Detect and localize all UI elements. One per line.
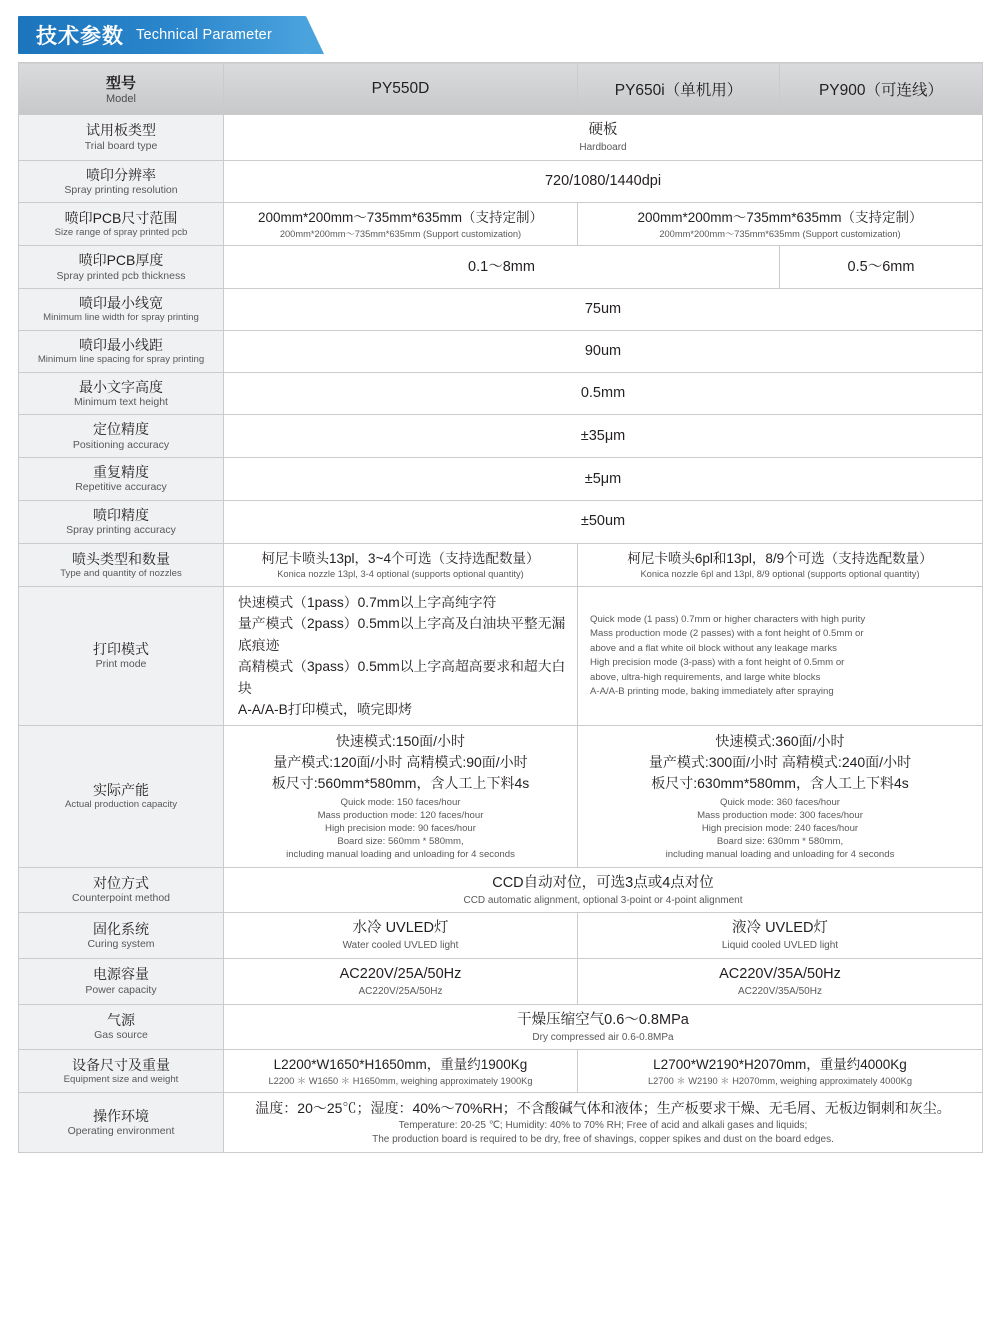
row-label-min-line-width — [19, 289, 224, 331]
print-mode-cn-line: 快速模式（1pass）0.7mm以上字高纯字符 — [238, 595, 497, 611]
row-value-gas-source — [224, 1004, 983, 1050]
capacity-cn-line: 快速模式:360面/小时 — [715, 733, 845, 750]
value-en-line: The production board is required to be dry, free of shavings, copper spikes and dust on the board edges. — [372, 1134, 834, 1146]
capacity-cn-line: 量产模式:120面/小时 高精模式:90面/小时 — [273, 754, 528, 771]
capacity-en-line: Board size: 630mm * 580mm, — [716, 836, 844, 848]
row-value-curing-py550d — [224, 913, 578, 959]
table-row — [19, 1004, 983, 1050]
row-value-trial-board-type — [224, 115, 983, 161]
label-en: Repetitive accuracy — [75, 481, 167, 494]
value-cn: L2200*W1650*H1650mm，重量约1900Kg — [273, 1057, 528, 1073]
table-row — [19, 160, 983, 203]
value-en: Hardboard — [579, 142, 627, 154]
value-cn: 75um — [584, 301, 622, 318]
print-mode-en-line: above and a flat white oil block without any leakage marks — [590, 642, 837, 654]
capacity-cn-line: 板尺寸:560mm*580mm，含人工上下料4s — [271, 775, 530, 792]
label-en: Spray printing accuracy — [66, 524, 176, 537]
table-row — [19, 458, 983, 501]
table-row — [19, 867, 983, 913]
table-row — [19, 415, 983, 458]
row-label-positioning-accuracy — [19, 415, 224, 458]
label-en: Actual production capacity — [65, 799, 177, 811]
label-en: Equipment size and weight — [63, 1073, 179, 1085]
table-row — [19, 1050, 983, 1093]
capacity-en-line: Quick mode: 150 faces/hour — [340, 797, 461, 809]
print-mode-en-line: above, ultra-high requirements, and large white blocks — [590, 671, 821, 683]
label-cn: 喷印精度 — [93, 507, 149, 524]
row-value-size-weight-py550d — [224, 1050, 578, 1093]
label-cn: 设备尺寸及重量 — [72, 1056, 170, 1073]
header-col-py650i — [578, 63, 780, 115]
row-label-curing-system — [19, 913, 224, 959]
table-row — [19, 958, 983, 1004]
capacity-en-line: including manual loading and unloading for 4 seconds — [665, 849, 895, 861]
capacity-cn-line: 板尺寸:630mm*580mm，含人工上下料4s — [651, 775, 909, 792]
header-model-cell — [19, 63, 224, 115]
row-label-thickness — [19, 246, 224, 289]
value-en: Liquid cooled UVLED light — [721, 940, 839, 952]
row-value-repetitive-accuracy — [224, 458, 983, 501]
value-cn: 720/1080/1440dpi — [544, 172, 662, 189]
label-en: Minimum line width for spray printing — [43, 312, 199, 324]
table-row — [19, 372, 983, 415]
value-en: L2200 ＊ W1650 ＊ H1650mm, weighing approximately 1900Kg — [268, 1075, 533, 1086]
row-value-counterpoint-method — [224, 867, 983, 913]
row-value-size-range-py550d — [224, 203, 578, 246]
row-label-min-text-height — [19, 372, 224, 415]
header-col-py900 — [780, 63, 983, 115]
banner-title-en: Technical Parameter — [136, 27, 272, 43]
row-label-counterpoint-method — [19, 867, 224, 913]
label-cn: 操作环境 — [93, 1107, 149, 1124]
capacity-en-line: High precision mode: 240 faces/hour — [701, 823, 859, 835]
print-mode-cn-line: A-A/A-B打印模式，喷完即烤 — [238, 701, 413, 717]
value-cn: 硬板 — [588, 122, 618, 138]
capacity-en-line: Mass production mode: 300 faces/hour — [697, 810, 863, 822]
value-cn: CCD自动对位，可选3点或4点对位 — [492, 874, 714, 891]
label-cn: 喷印分辨率 — [86, 166, 156, 183]
label-cn: 实际产能 — [93, 782, 149, 799]
row-value-operating-environment — [224, 1093, 983, 1153]
value-cn: 0.5mm — [580, 385, 626, 401]
table-row — [19, 330, 983, 372]
header-banner — [18, 16, 306, 54]
value-cn: 0.5～6mm — [847, 258, 915, 275]
row-value-min-text-height — [224, 372, 983, 415]
value-cn: AC220V/35A/50Hz — [719, 965, 841, 982]
row-value-min-line-width — [224, 289, 983, 331]
label-en: Positioning accuracy — [72, 438, 170, 451]
row-value-capacity-py550d — [224, 726, 578, 868]
row-value-print-mode-en — [578, 587, 983, 726]
row-value-thickness-right — [780, 246, 983, 289]
label-en: Counterpoint method — [71, 892, 171, 905]
label-en: Gas source — [94, 1029, 148, 1042]
value-cn: 0.1～8mm — [468, 258, 535, 275]
value-en: Water cooled UVLED light — [342, 940, 459, 952]
banner-title-cn: 技术参数 — [36, 25, 124, 48]
label-cn: 最小文字高度 — [79, 378, 163, 395]
row-value-size-weight-py650i-py900 — [578, 1050, 983, 1093]
value-cn: 90um — [584, 342, 622, 359]
row-value-curing-py650i-py900 — [578, 913, 983, 959]
row-label-power-capacity — [19, 958, 224, 1004]
value-cn: 水冷 UVLED灯 — [352, 920, 449, 937]
value-en: Dry compressed air 0.6-0.8MPa — [532, 1031, 674, 1043]
header-banner-wrap — [0, 0, 1000, 62]
table-row — [19, 203, 983, 246]
label-cn: 气源 — [107, 1011, 135, 1028]
value-cn: 200mm*200mm～735mm*635mm（支持定制） — [257, 210, 544, 226]
header-model-en: Model — [106, 93, 136, 105]
row-value-power-py650i-py900 — [578, 958, 983, 1004]
value-cn: ±35μm — [580, 427, 626, 444]
table-row — [19, 1093, 983, 1153]
label-en: Print mode — [95, 658, 147, 671]
print-mode-en-line: A-A/A-B printing mode, baking immediately after spraying — [590, 685, 834, 697]
label-cn: 电源容量 — [93, 966, 149, 983]
row-value-capacity-py650i-py900 — [578, 726, 983, 868]
capacity-en-line: High precision mode: 90 faces/hour — [325, 823, 476, 835]
table-row — [19, 543, 983, 586]
value-en: CCD automatic alignment, optional 3-point or 4-point alignment — [463, 894, 743, 906]
capacity-cn-line: 量产模式:300面/小时 高精模式:240面/小时 — [648, 754, 912, 771]
row-label-resolution — [19, 160, 224, 203]
value-cn: 柯尼卡喷头6pl和13pl，8/9个可选（支持选配数量） — [627, 550, 933, 566]
technical-parameter-table — [18, 62, 983, 1153]
row-label-nozzle-type — [19, 543, 224, 586]
label-en: Curing system — [87, 938, 155, 950]
value-cn: 干燥压缩空气0.6～0.8MPa — [517, 1011, 689, 1028]
label-en: Power capacity — [85, 983, 157, 996]
header-model-cn: 型号 — [105, 75, 136, 92]
value-en: AC220V/35A/50Hz — [738, 986, 822, 997]
label-cn: 喷印最小线距 — [79, 336, 163, 353]
row-label-operating-environment — [19, 1093, 224, 1153]
value-cn: 柯尼卡喷头13pl，3~4个可选（支持选配数量） — [261, 550, 540, 566]
table-row — [19, 115, 983, 161]
row-value-thickness-left — [224, 246, 780, 289]
capacity-en-line: including manual loading and unloading for 4 seconds — [286, 849, 515, 861]
value-en: L2700 ＊ W2190 ＊ H2070mm, weighing approximately 4000Kg — [647, 1075, 913, 1086]
label-en: Size range of spray printed pcb — [54, 227, 188, 239]
value-cn: 200mm*200mm～735mm*635mm（支持定制） — [637, 210, 923, 226]
print-mode-en-line: High precision mode (3-pass) with a font height of 0.5mm or — [590, 657, 845, 669]
label-en: Type and quantity of nozzles — [60, 567, 182, 579]
table-row — [19, 587, 983, 726]
label-cn: 试用板类型 — [86, 122, 156, 139]
row-label-print-mode — [19, 587, 224, 726]
value-cn: L2700*W2190*H2070mm，重量约4000Kg — [653, 1057, 907, 1073]
label-cn: 喷头类型和数量 — [72, 550, 170, 567]
value-cn: ±50um — [580, 513, 626, 530]
print-mode-cn-line: 量产模式（2pass）0.5mm以上字高及白油块平整无漏底痕迹 — [238, 616, 566, 653]
label-en: Minimum text height — [74, 395, 168, 408]
label-cn: 喷印PCB厚度 — [78, 252, 164, 269]
print-mode-en-line: Mass production mode (2 passes) with a font height of 0.5mm or — [590, 628, 864, 640]
print-mode-cn-line: 高精模式（3pass）0.5mm以上字高超高要求和超大白块 — [238, 659, 566, 696]
row-value-positioning-accuracy — [224, 415, 983, 458]
label-en: Trial board type — [84, 139, 158, 152]
row-label-repetitive-accuracy — [19, 458, 224, 501]
label-en: Spray printed pcb thickness — [56, 269, 186, 282]
table-row — [19, 726, 983, 868]
row-label-min-line-spacing — [19, 330, 224, 372]
capacity-en-line: Board size: 560mm * 580mm, — [337, 836, 464, 848]
table-row — [19, 913, 983, 959]
capacity-en-line: Quick mode: 360 faces/hour — [720, 797, 840, 809]
capacity-en-line: Mass production mode: 120 faces/hour — [317, 810, 484, 822]
label-cn: 重复精度 — [93, 464, 149, 481]
row-value-spray-accuracy — [224, 501, 983, 544]
label-cn: 定位精度 — [93, 421, 149, 438]
header-col-py550d — [224, 63, 578, 115]
label-en: Minimum line spacing for spray printing — [37, 354, 205, 366]
row-value-nozzle-py650i-py900 — [578, 543, 983, 586]
value-en: Konica nozzle 6pl and 13pl, 8/9 optional (supports optional quantity) — [640, 569, 920, 580]
label-cn: 固化系统 — [93, 920, 149, 937]
label-cn: 打印模式 — [93, 641, 149, 658]
header-col3-label: PY900（可连线） — [818, 81, 944, 99]
label-cn: 喷印PCB尺寸范围 — [64, 210, 178, 227]
row-value-min-line-spacing — [224, 330, 983, 372]
label-en: Spray printing resolution — [64, 183, 178, 196]
row-label-size-range — [19, 203, 224, 246]
row-label-gas-source — [19, 1004, 224, 1050]
row-value-nozzle-py550d — [224, 543, 578, 586]
value-cn: AC220V/25A/50Hz — [339, 965, 462, 982]
row-label-trial-board-type — [19, 115, 224, 161]
value-en: 200mm*200mm～735mm*635mm (Support customization) — [659, 228, 901, 239]
row-value-resolution — [224, 160, 983, 203]
table-row — [19, 501, 983, 544]
value-en-line: Temperature: 20-25 ℃; Humidity: 40% to 70% RH; Free of acid and alkali gases and liquids; — [398, 1120, 808, 1132]
table-row — [19, 289, 983, 331]
label-cn: 对位方式 — [93, 875, 149, 892]
row-value-size-range-py650i-py900 — [578, 203, 983, 246]
table-row — [19, 246, 983, 289]
value-cn: ±5μm — [584, 470, 622, 487]
value-en: Konica nozzle 13pl, 3-4 optional (supports optional quantity) — [277, 569, 524, 580]
header-col1-label: PY550D — [371, 79, 430, 97]
header-col2-label: PY650i（单机用） — [614, 81, 743, 99]
row-label-production-capacity — [19, 726, 224, 868]
row-label-equipment-size-weight — [19, 1050, 224, 1093]
row-label-spray-accuracy — [19, 501, 224, 544]
label-cn: 喷印最小线宽 — [79, 295, 163, 312]
capacity-cn-line: 快速模式:150面/小时 — [335, 733, 466, 750]
row-value-power-py550d — [224, 958, 578, 1004]
table-header-row — [19, 63, 983, 115]
value-en: 200mm*200mm～735mm*635mm (Support customization) — [279, 228, 522, 239]
value-cn: 温度：20～25℃；湿度：40%～70%RH；不含酸碱气体和液体；生产板要求干燥、无毛屑、无板边铜刺和灰尘。 — [255, 1100, 951, 1117]
label-en: Operating environment — [67, 1124, 175, 1137]
print-mode-en-line: Quick mode (1 pass) 0.7mm or higher characters with high purity — [590, 613, 866, 625]
row-value-print-mode-cn — [224, 587, 578, 726]
value-en: AC220V/25A/50Hz — [358, 986, 443, 997]
value-cn: 液冷 UVLED灯 — [732, 920, 828, 937]
